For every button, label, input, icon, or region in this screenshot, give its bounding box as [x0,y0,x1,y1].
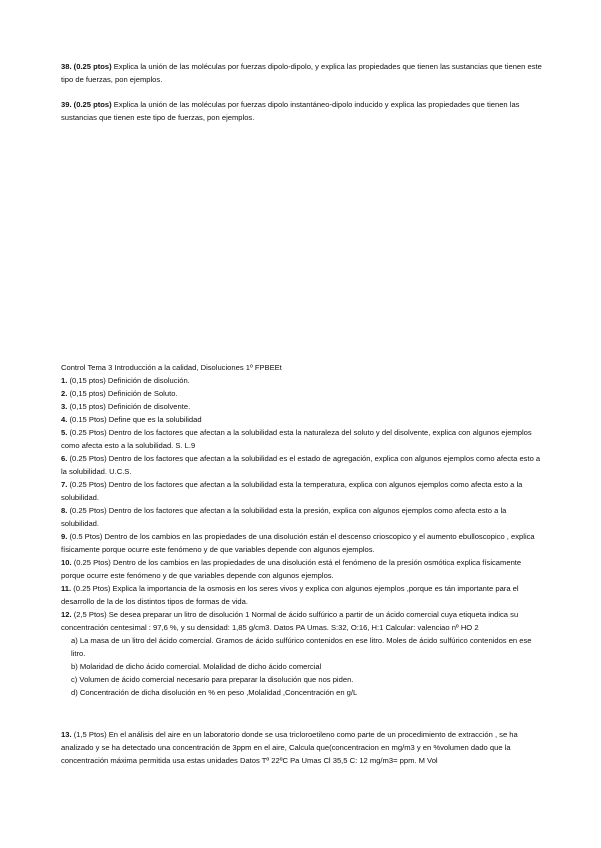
control-section [61,361,546,699]
question-item: 7. (0.25 Ptos) Dentro de los factores que afectan a la solubilidad esta la temperatura, explica con algunos ejemplos como afecta esto a la solubilidad. [61,480,523,502]
question-39 [61,98,546,124]
sub-item: c) Volumen de ácido comercial necesario para preparar la disolución que nos piden. [71,675,354,684]
question-number: 38. (0.25 ptos) [61,62,112,71]
question-item: 5. (0.25 Ptos) Dentro de los factores que afectan a la solubilidad esta la naturaleza del soluto y del disolvente, explica con algunos ejemplos como afecta esto a la solubilidad. S. L.9 [61,428,532,450]
question-13 [61,728,546,767]
question-item: 2. (0,15 ptos) Definición de Soluto. [61,389,178,398]
question-item: 9. (0.5 Ptos) Dentro de los cambios en las propiedades de una disolución están el descenso crioscopico y el aumento ebulloscopico , explica físicamente porque ocurre este fenómeno y de que variables depende con algunos ejemplos. [61,532,535,554]
question-item: 6. (0.25 Ptos) Dentro de los factores que afectan a la solubilidad es el estado de agregación, explica con algunos ejemplos como afecta esto a la solubilidad. U.C.S. [61,454,541,476]
question-item: 4. (0.15 Ptos) Define que es la solubilidad [61,415,202,424]
question-item: 1. (0,15 ptos) Definición de disolución. [61,376,190,385]
question-item: 10. (0.25 Ptos) Dentro de los cambios en las propiedades de una disolución está el fenómeno de la presión osmótica explica físicamente porque ocurre este fenómeno y de que variables depende con algunos ejemplos. [61,558,522,580]
section-title: Control Tema 3 Introducción a la calidad, Disoluciones 1º FPBEEt [61,363,282,372]
sub-item: d) Concentración de dicha disolución en % en peso ,Molalidad ,Concentración en g/L [71,688,358,697]
question-number: 13. [61,730,72,739]
sub-item: a) La masa de un litro del ácido comercial. Gramos de ácido sulfúrico contenidos en ese litro. Moles de ácido sulfúrico contenidos en ese litro. [71,636,532,658]
question-text: (1,5 Ptos) En el análisis del aire en un laboratorio donde se usa tricloroetileno como parte de un procedimiento de extracción , se ha analizado y se ha detectado una concentración de 3ppm en el aire, Calcula que(concentracion en mg/m3 y en %volumen dado que la concentración máxima permitida usa estas unidades Datos Tº 22ºC Pa Umas Cl 35,5 C: 12 mg/m3= ppm. M Vol [61,730,518,765]
question-text: Explica la unión de las moléculas por fuerzas dipolo instantáneo-dipolo inducido y explica las propiedades que tienen las sustancias que tienen este tipo de fuerzas, pon ejemplos. [61,100,520,122]
question-item: 12. (2,5 Ptos) Se desea preparar un litro de disolución 1 Normal de ácido sulfúrico a partir de un ácido comercial cuya etiqueta indica su concentración centesimal : 97,6 %, y su densidad: 1,85 g/cm3. Datos PA Umas. S:32, O:16, H:1 Calcular: valenciao nº HO 2 [61,610,519,632]
question-item: 3. (0,15 ptos) Definición de disolvente. [61,402,191,411]
question-text: Explica la unión de las moléculas por fuerzas dipolo-dipolo, y explica las propiedades que tienen las sustancias que tienen este tipo de fuerzas, pon ejemplos. [61,62,542,84]
question-item: 11. (0.25 Ptos) Explica la importancia de la osmosis en los seres vivos y explica con algunos ejemplos ,porque es tán importante para el desarrollo de la de los distintos tipos de formas de vida. [61,584,519,606]
question-item: 8. (0.25 Ptos) Dentro de los factores que afectan a la solubilidad esta la presión, explica con algunos ejemplos como afecta esto a la solubilidad. [61,506,507,528]
sub-item: b) Molaridad de dicho ácido comercial. Molalidad de dicho ácido comercial [71,662,322,671]
question-38 [61,60,546,86]
question-number: 39. (0.25 ptos) [61,100,112,109]
